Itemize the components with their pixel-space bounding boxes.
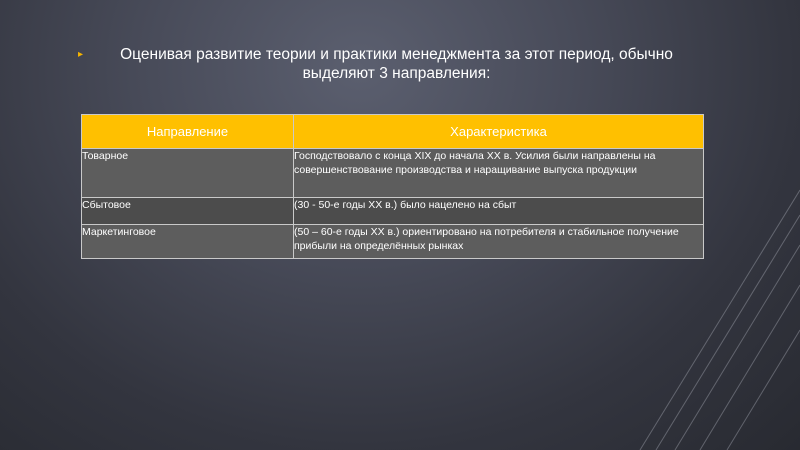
cell-description: Господствовало с конца XIX до начала XX в. Усилия были направлены на совершенствование производства и наращивание выпуска продукции	[294, 149, 704, 198]
intro-text: Оценивая развитие теории и практики менеджмента за этот период, обычно выделяют 3 направления:	[120, 46, 673, 82]
directions-table	[81, 114, 704, 259]
cell-direction: Маркетинговое	[82, 225, 294, 259]
cell-direction: Сбытовое	[82, 198, 294, 225]
cell-direction: Товарное	[82, 149, 294, 198]
table-row	[82, 149, 704, 198]
table-header-row	[82, 115, 704, 149]
table-row	[82, 225, 704, 259]
header-characteristic: Характеристика	[294, 115, 704, 149]
header-direction: Направление	[82, 115, 294, 149]
table-row	[82, 198, 704, 225]
cell-description: (30 - 50-е годы XX в.) было нацелено на сбыт	[294, 198, 704, 225]
cell-description: (50 – 60-е годы XX в.) ориентировано на потребителя и стабильное получение прибыли на определённых рынках	[294, 225, 704, 259]
bullet-arrow-icon: ▸	[78, 49, 84, 60]
intro-bullet	[78, 45, 718, 83]
